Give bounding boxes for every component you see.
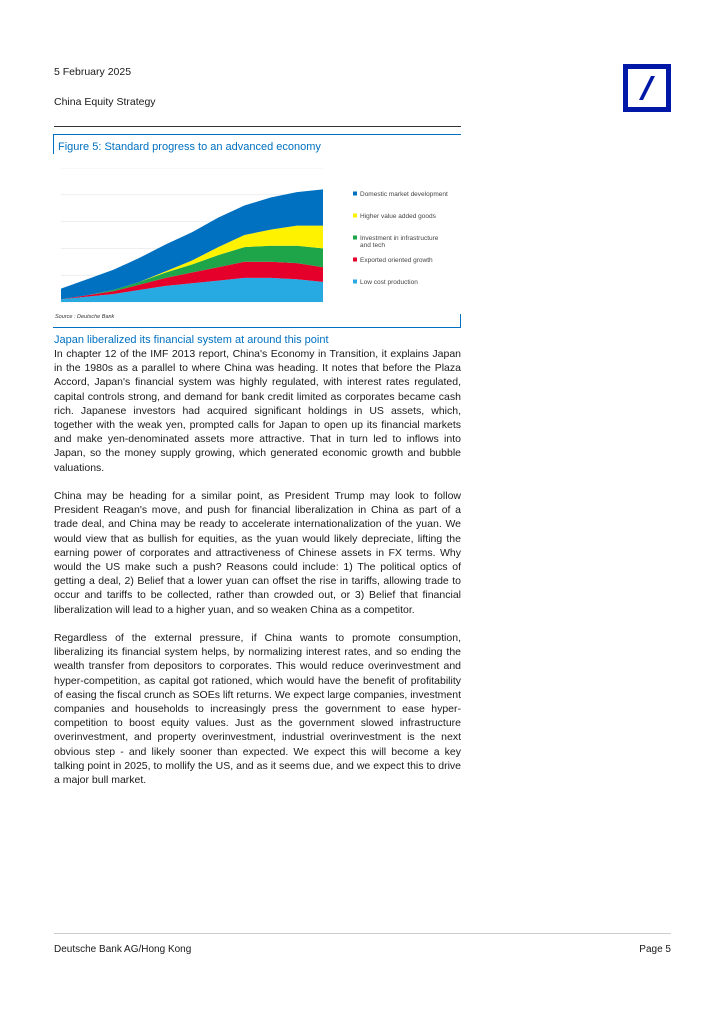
legend-label-1: Higher value added goods xyxy=(360,213,436,220)
legend-swatch-2 xyxy=(353,236,357,240)
legend-swatch-1 xyxy=(353,214,357,218)
legend-swatch-0 xyxy=(353,192,357,196)
deutsche-bank-logo xyxy=(623,64,671,112)
body-text xyxy=(54,347,461,801)
legend-swatch-4 xyxy=(353,280,357,284)
figure-source: Source : Deutsche Bank xyxy=(55,314,115,320)
report-date: 5 February 2025 xyxy=(54,66,132,78)
legend-label-2: Investment in infrastructure and tech xyxy=(360,235,439,249)
stacked-area-chart xyxy=(61,168,461,308)
page-number: Page 5 xyxy=(639,944,671,955)
section-heading: Japan liberalized its financial system at around this point xyxy=(54,334,329,346)
figure-title: Figure 5: Standard progress to an advanced economy xyxy=(58,141,321,153)
legend-label-4: Low cost production xyxy=(360,279,418,286)
chart-areas xyxy=(61,189,323,302)
footer-publisher: Deutsche Bank AG/Hong Kong xyxy=(54,944,192,955)
report-series: China Equity Strategy xyxy=(54,96,156,108)
slash-icon xyxy=(628,69,666,107)
legend-label-0: Domestic market development xyxy=(360,191,448,198)
figure-bottom-rule xyxy=(53,327,461,328)
paragraph-1: In chapter 12 of the IMF 2013 report, China's Economy in Transition, it explains Japan in the 1980s as a parallel to where China was heading. It notes that before the Plaza Accord, Japan's financial system was highly regulated, with interest rates regulated, capital controls strong, and demand for bank credit limited as corporates became cash rich. Japanese investors had acquired significant holdings in US assets, which, together with the weak yen, prompted calls for Japan to open up its financial markets and make yen-denominated assets more attractive. That in turn led to inflows into Japan, so the money supply growing, which generated economic growth and bubble valuations. xyxy=(54,348,461,474)
paragraph-3: Regardless of the external pressure, if China wants to promote consumption, liberalizing its financial system helps, by normalizing interest rates, and so ending the wealth transfer from depositors to corporates. This would reduce overinvestment and hyper-competition, as capital got rationed, which would have the benefit of profitability of easing the fiscal crunch as SOEs lift returns. We expect large companies, investment companies and households to increasingly press the government to ease hyper-competition to boost equity values. Just as the government slowed infrastructure overinvestment, and property overinvestment, industrial overinvestment is the next obvious step - and likely sooner than expected. We expect this will become a key talking point in 2025, to mollify the US, and as it seems due, and we expect this to drive a major bull market. xyxy=(54,632,461,787)
header-divider xyxy=(54,126,461,127)
figure-left-marker xyxy=(53,134,54,154)
chart-legend xyxy=(353,191,448,286)
paragraph-2: China may be heading for a similar point, as President Trump may look to follow President Reagan's move, and push for financial liberalization in China as part of a trade deal, and China may be ready to accelerate internationalization of the yuan. We would view that as bullish for equities, as the yuan would likely depreciate, lifting the earning power of corporates and attractiveness of Chinese assets in FX terms. Why would the US make such a push? Reasons could include: 1) The political optics of getting a deal, 2) Belief that a lower yuan can offset the rise in tariffs, allowing trade to occur and tariffs to be collected, rather than crowded out, or 3) Belief that financial liberalization will lead to a higher yuan, and so weaken China as a competitor. xyxy=(54,490,461,616)
figure-right-marker xyxy=(460,314,461,328)
figure-5 xyxy=(53,134,461,328)
legend-swatch-3 xyxy=(353,258,357,262)
figure-top-rule xyxy=(53,134,461,135)
footer-divider xyxy=(54,933,671,934)
legend-label-3: Exported oriented growth xyxy=(360,257,433,264)
